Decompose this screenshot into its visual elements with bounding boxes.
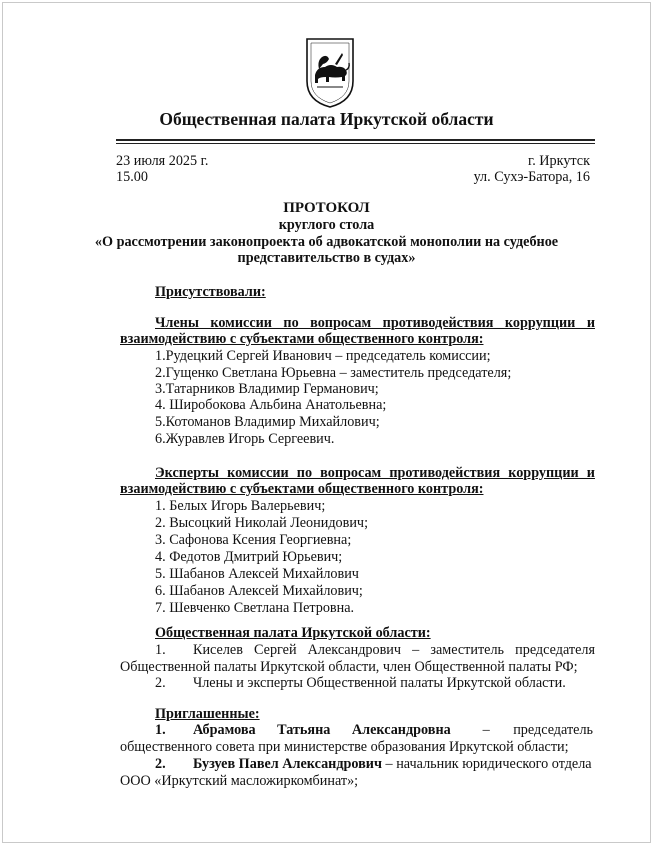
doc-city: г. Иркутск bbox=[528, 153, 590, 169]
list-item: 3.Татарников Владимир Германович; bbox=[155, 381, 379, 397]
list-item-continuation: общественного совета при министерстве образования Иркутской области; bbox=[120, 739, 569, 755]
list-item: 5. Шабанов Алексей Михайлович bbox=[155, 566, 359, 582]
list-item: 4. Федотов Дмитрий Юрьевич; bbox=[155, 549, 343, 565]
invited-name: Абрамова Татьяна Александровна bbox=[193, 722, 451, 738]
invited-name: Бузуев Павел Александрович bbox=[193, 756, 382, 772]
members-heading-line1: Члены комиссии по вопросам противодействия коррупции и bbox=[155, 315, 595, 331]
list-item: 4. Широбокова Альбина Анатольевна; bbox=[155, 397, 387, 413]
list-item: Киселев Сергей Александрович – заместитель председателя bbox=[193, 642, 595, 658]
header-rule-thin bbox=[116, 143, 595, 144]
org-title: Общественная палата Иркутской области bbox=[159, 109, 494, 129]
list-item: 3. Сафонова Ксения Георгиевна; bbox=[155, 532, 352, 548]
list-item: 6. Шабанов Алексей Михайлович; bbox=[155, 583, 363, 599]
public-chamber-heading: Общественная палата Иркутской области: bbox=[155, 625, 431, 641]
list-number: 2. bbox=[155, 675, 166, 691]
doc-topic-line2: представительство в судах» bbox=[237, 250, 416, 266]
doc-time: 15.00 bbox=[116, 169, 148, 185]
experts-heading-line2: взаимодействию с субъектами общественного контроля: bbox=[120, 481, 484, 497]
list-number: 1. bbox=[155, 642, 166, 658]
list-item: 5.Котоманов Владимир Михайлович; bbox=[155, 414, 380, 430]
list-number: 1. bbox=[155, 722, 166, 738]
members-heading-line2: взаимодействию с субъектами общественного контроля: bbox=[120, 331, 484, 347]
doc-date: 23 июля 2025 г. bbox=[116, 153, 209, 169]
invited-entry bbox=[193, 756, 592, 773]
list-item: Члены и эксперты Общественной палаты Иркутской области. bbox=[193, 675, 566, 691]
header-rule bbox=[116, 139, 595, 141]
document-page bbox=[2, 2, 651, 843]
doc-title: ПРОТОКОЛ bbox=[283, 200, 370, 216]
doc-topic-line1: «О рассмотрении законопроекта об адвокатской монополии на судебное bbox=[94, 234, 559, 250]
list-item: 1. Белых Игорь Валерьевич; bbox=[155, 498, 326, 514]
invited-heading: Приглашенные: bbox=[155, 706, 260, 722]
coat-of-arms-icon bbox=[305, 37, 355, 109]
list-item: 2.Гущенко Светлана Юрьевна – заместитель председателя; bbox=[155, 365, 512, 381]
invited-role: – начальник юридического отдела bbox=[382, 756, 592, 772]
list-item: 1.Рудецкий Сергей Иванович – председатель комиссии; bbox=[155, 348, 491, 364]
list-item: 2. Высоцкий Николай Леонидович; bbox=[155, 515, 369, 531]
list-number: 2. bbox=[155, 756, 166, 772]
doc-address: ул. Сухэ-Батора, 16 bbox=[473, 169, 590, 185]
doc-subtitle: круглого стола bbox=[278, 217, 375, 233]
present-heading: Присутствовали: bbox=[155, 284, 266, 300]
invited-role: – председатель bbox=[482, 722, 593, 738]
list-item: 7. Шевченко Светлана Петровна. bbox=[155, 600, 355, 616]
list-item-continuation: Общественной палаты Иркутской области, член Общественной палаты РФ; bbox=[120, 659, 578, 675]
list-item: 6.Журавлев Игорь Сергеевич. bbox=[155, 431, 335, 447]
experts-heading-line1: Эксперты комиссии по вопросам противодействия коррупции и bbox=[155, 465, 595, 481]
list-item-continuation: ООО «Иркутский масложиркомбинат»; bbox=[120, 773, 359, 789]
